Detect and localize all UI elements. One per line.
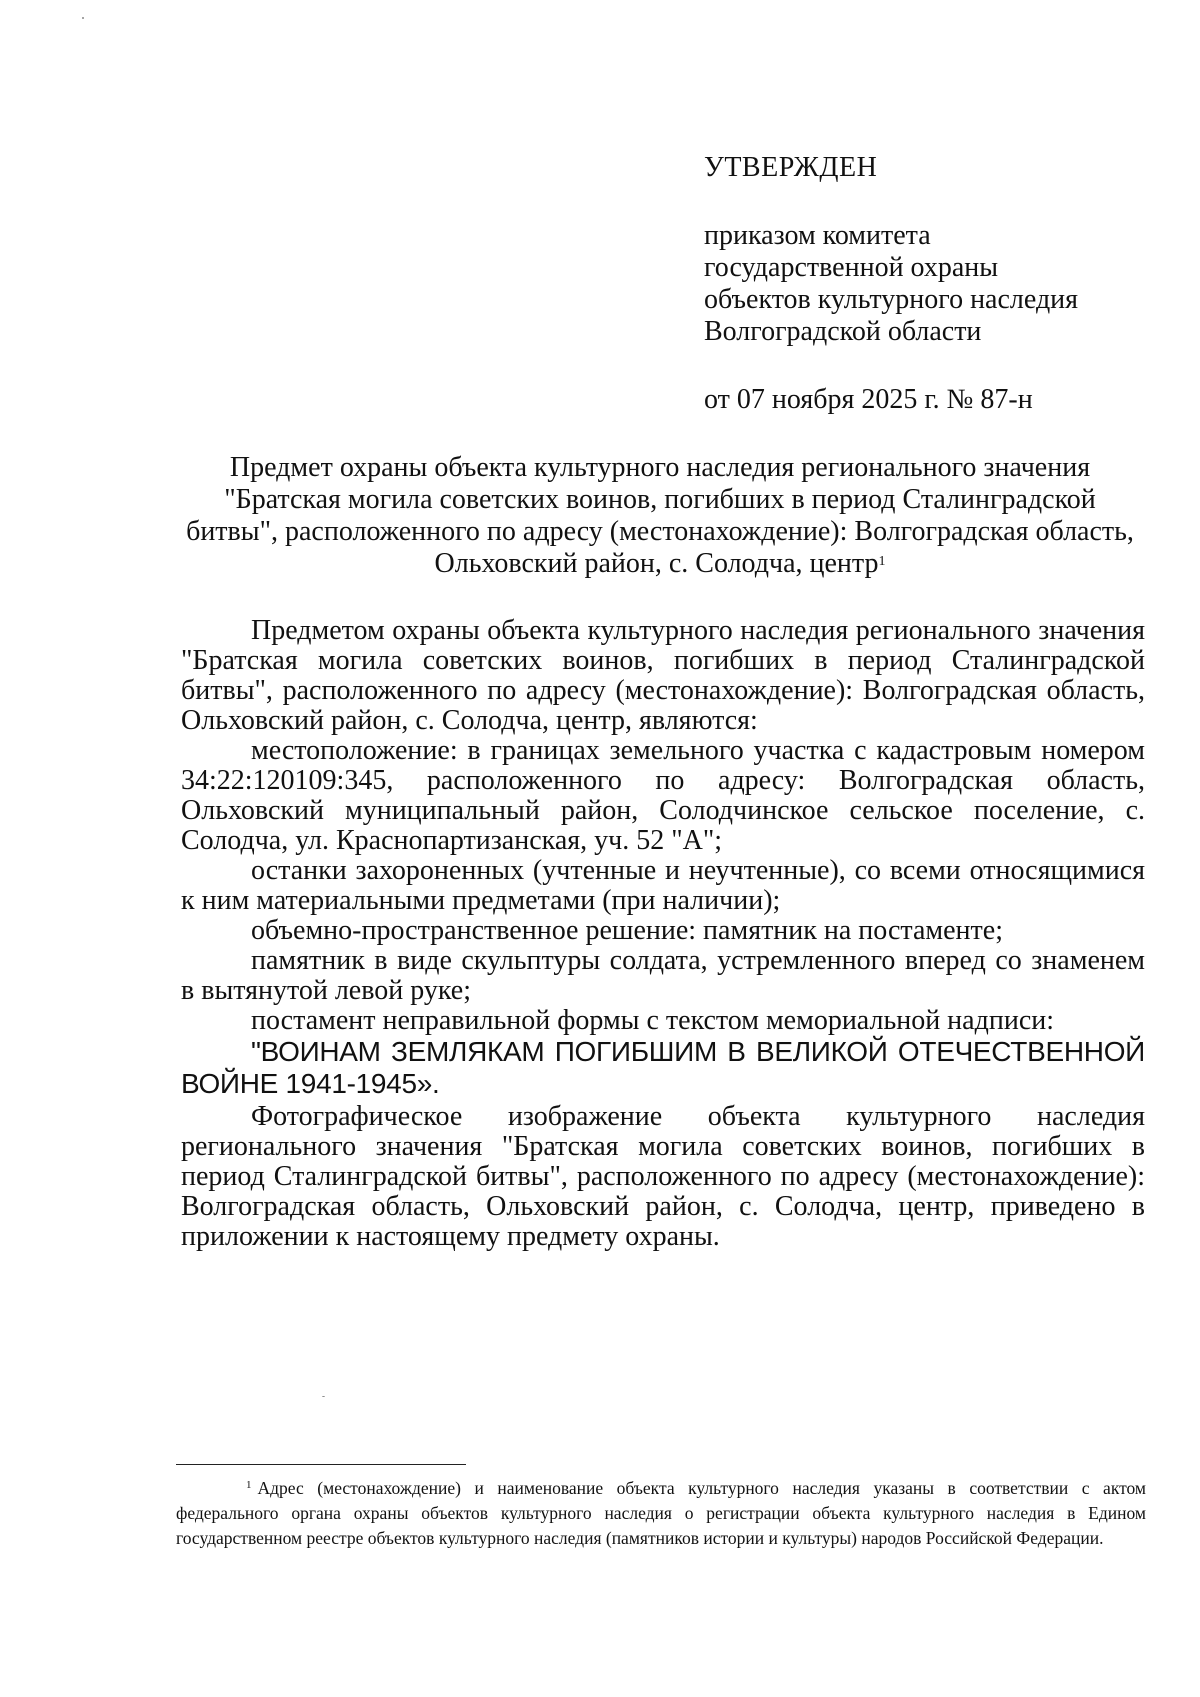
closing-paragraph: Фотографическое изображение объекта культурного наследия регионального значения "Братская могила советских воинов, погибших в период Сталинградской битвы", расположенного по адресу (местонахождение): Волгоградская область, Ольховский район, с. Солодча, центр, приведено в приложении к настоящему предмету охраны.	[181, 1101, 1145, 1252]
footnote-text: Адрес (местонахождение) и наименование объекта культурного наследия указаны в соответствии с актом федерального органа охраны объектов культурного наследия о регистрации объекта культурного наследия в Едином государственном реестре объектов культурного наследия (памятников истории и культуры) народов Российской Федерации.	[176, 1478, 1146, 1548]
footnote-divider	[176, 1464, 466, 1465]
approval-date-line: от 07 ноября 2025 г. № 87-н	[704, 384, 1033, 415]
body-paragraph: останки захороненных (учтенные и неучтенные), со всеми относящимися к ним материальными предметами (при наличии);	[181, 855, 1145, 916]
body-paragraph: Предметом охраны объекта культурного наследия регионального значения "Братская могила советских воинов, погибших в период Сталинградской битвы", расположенного по адресу (местонахождение): Волгоградская область, Ольховский район, с. Солодча, центр, являются:	[181, 615, 1145, 736]
approval-order-line: приказом комитета	[704, 220, 931, 251]
approval-order-line: объектов культурного наследия	[704, 284, 1079, 315]
body-paragraph: объемно-пространственное решение: памятник на постаменте;	[251, 915, 1003, 946]
approval-block	[704, 152, 1144, 416]
approval-order-line: Волгоградской области	[704, 316, 982, 347]
document-body	[181, 616, 1145, 1252]
footnote	[176, 1476, 1146, 1551]
scan-speck	[322, 1396, 325, 1397]
approval-order-lines	[704, 220, 1144, 348]
body-paragraph: постамент неправильной формы с текстом мемориальной надписи:	[251, 1005, 1055, 1036]
body-paragraph: памятник в виде скульптуры солдата, устремленного вперед со знаменем в вытянутой левой руке;	[181, 945, 1145, 1006]
body-paragraph: местоположение: в границах земельного участка с кадастровым номером 34:22:120109:345, расположенного по адресу: Волгоградская область, Ольховский муниципальный район, Солодчинское сельское поселение, с. Солодча, ул. Краснопартизанская, уч. 52 "А";	[181, 735, 1145, 856]
document-title-text: Предмет охраны объекта культурного наследия регионального значения "Братская могила советских воинов, погибших в период Сталинградской битвы", расположенного по адресу (местонахождение): Волгоградская область, Ольховский район, с. Солодча, центр	[186, 452, 1134, 579]
footnote-mark: 1	[246, 1479, 252, 1491]
scan-speck	[82, 17, 84, 19]
document-title	[175, 452, 1145, 580]
approval-order-line: государственной охраны	[704, 252, 999, 283]
footnote-reference[interactable]: 1	[878, 554, 886, 569]
memorial-inscription: "ВОИНАМ ЗЕМЛЯКАМ ПОГИБШИМ В ВЕЛИКОЙ ОТЕЧЕСТВЕННОЙ ВОЙНЕ 1941-1945».	[181, 1036, 1145, 1099]
approval-title: УТВЕРЖДЕН	[704, 152, 878, 183]
